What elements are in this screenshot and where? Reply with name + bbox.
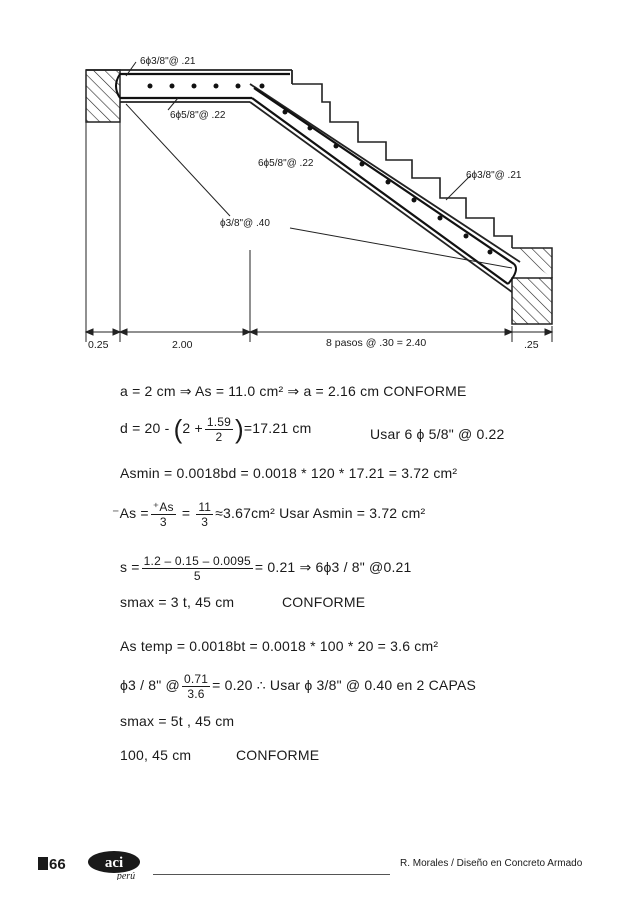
- footer-rule: [153, 874, 390, 875]
- calc-line-5-num: 1.2 – 0.15 – 0.0095: [143, 554, 251, 568]
- calc-line-5-pre: s =: [120, 559, 140, 576]
- calc-line-9: smax = 5t , 45 cm: [120, 713, 235, 729]
- calc-line-4-post: ≈3.67cm² Usar Asmin = 3.72 cm²: [215, 505, 426, 522]
- calc-line-2: d = 20 - (2 + $\frac{1.59}{2}$ )=17.21 cm: [120, 414, 312, 444]
- aci-peru-logo: [86, 850, 152, 880]
- dim-right-support: .25: [524, 339, 539, 351]
- calc-line-5-den: 5: [193, 569, 201, 583]
- calc-line-2-a: 2 +: [182, 420, 203, 437]
- calc-line-1: a = 2 cm ⇒ As = 11.0 cm² ⇒ a = 2.16 cm CONFORME: [120, 383, 467, 399]
- footer-credit: R. Morales / Diseño en Concreto Armado: [400, 858, 583, 869]
- calc-line-8: [120, 672, 476, 701]
- page-footer: [0, 850, 638, 890]
- calc-line-2-usar: Usar 6 ϕ 5/8" @ 0.22: [370, 426, 505, 442]
- right-wall: [512, 248, 552, 278]
- calc-line-2-pre: d = 20 -: [120, 420, 174, 437]
- leader-lines: [126, 62, 512, 268]
- svg-text:perú: perú: [116, 871, 136, 880]
- calc-line-4-lhs: ⁻As =: [112, 505, 149, 522]
- calc-line-8-pre: ϕ3 / 8" @: [120, 677, 180, 694]
- calc-line-4-num2: 11: [198, 500, 212, 514]
- calc-line-5-post: = 0.21 ⇒ 6ϕ3 / 8" @0.21: [254, 559, 412, 576]
- calc-line-4-frac2: [196, 500, 213, 529]
- stair-reinforcement-diagram: [0, 0, 638, 360]
- calc-line-8-den: 3.6: [187, 687, 205, 701]
- calc-line-8-post: = 0.20 ∴ Usar ϕ 3/8" @ 0.40 en 2 CAPAS: [212, 677, 477, 694]
- label-flight-bottom: 6ϕ5/8"@ .22: [258, 158, 314, 169]
- calc-line-2-post: =17.21 cm: [243, 420, 312, 437]
- calc-line-2-den: 2: [215, 430, 223, 444]
- calc-line-7: As temp = 0.0018bt = 0.0018 * 100 * 20 = 3.6 cm²: [120, 638, 439, 654]
- label-flight-top: 6ϕ3/8"@ .21: [466, 170, 522, 181]
- calc-line-10-right: CONFORME: [236, 747, 320, 763]
- dimension-lines: [86, 72, 552, 342]
- label-top-bar: 6ϕ3/8"@ .21: [140, 56, 196, 67]
- right-support: [512, 278, 552, 324]
- calc-line-8-frac: [182, 672, 210, 701]
- calc-line-4-num: ⁺As: [152, 500, 174, 514]
- calc-line-4: ⁻As = $\frac{^+As}{3}$ = $\frac{11}{3}$ ≈3.67cm² Usar Asmin = 3.72 cm²: [112, 500, 426, 529]
- calc-line-4-frac: [151, 500, 176, 529]
- calc-line-3: Asmin = 0.0018bd = 0.0018 * 120 * 17.21 = 3.72 cm²: [120, 465, 458, 481]
- calc-line-2-frac: [205, 415, 233, 444]
- calc-line-4-den: 3: [159, 515, 167, 529]
- steps: [292, 84, 512, 248]
- calc-line-5-frac: [142, 554, 253, 583]
- calc-line-2-num: 1.59: [206, 415, 232, 429]
- calc-line-8-num: 0.71: [183, 672, 209, 686]
- left-support: [86, 70, 120, 122]
- calc-line-6-right: CONFORME: [282, 594, 366, 610]
- label-landing-bottom: 6ϕ5/8"@ .22: [170, 110, 226, 121]
- calc-line-6: smax = 3 t, 45 cm: [120, 594, 235, 610]
- dim-left-support: 0.25: [88, 339, 109, 351]
- dim-steps: 8 pasos @ .30 = 2.40: [326, 337, 427, 349]
- dim-landing: 2.00: [172, 339, 193, 351]
- calc-line-10: 100, 45 cm: [120, 747, 192, 763]
- calc-line-4-den2: 3: [201, 515, 209, 529]
- calc-line-5: [120, 554, 412, 583]
- svg-text:aci: aci: [104, 855, 124, 871]
- label-distribution: ϕ3/8"@ .40: [220, 218, 270, 229]
- page-number: 66: [38, 856, 66, 873]
- flight-slab: [250, 84, 520, 292]
